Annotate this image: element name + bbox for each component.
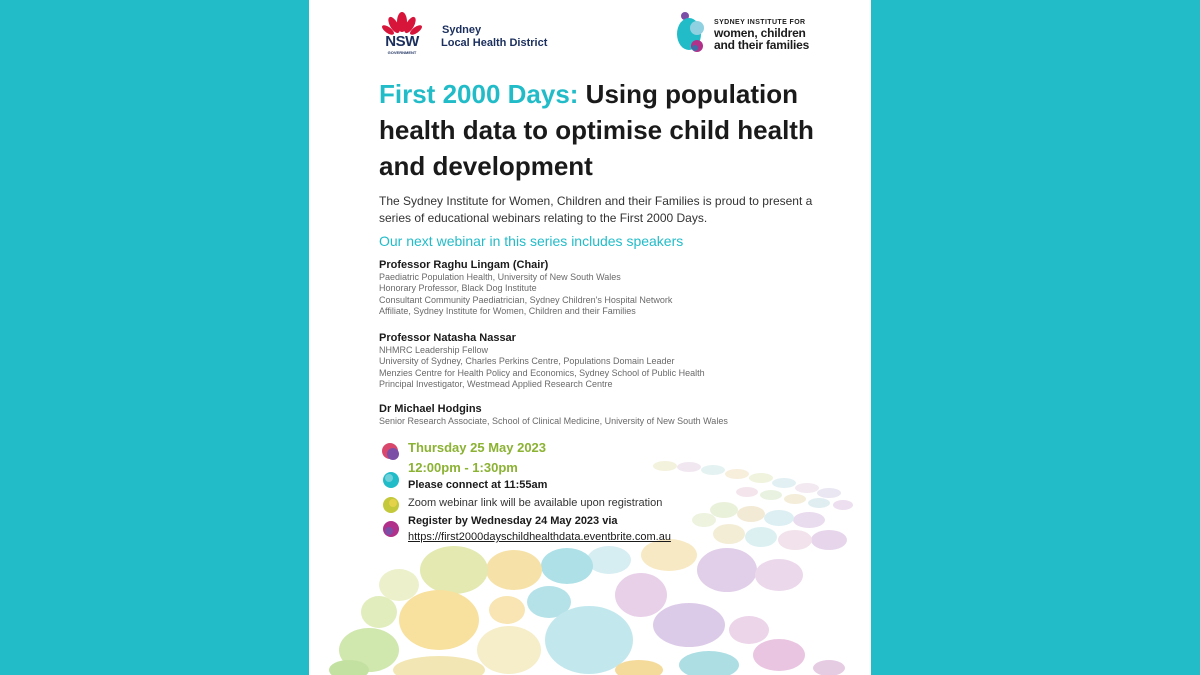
institute-logo-text <box>714 18 809 51</box>
institute-name-small: SYDNEY INSTITUTE FOR <box>714 19 806 26</box>
flyer-page <box>309 0 871 675</box>
title-rest: Using population health data to optimise child health and development <box>379 79 814 181</box>
clock-dot-icon <box>381 470 401 490</box>
speaker-role: Honorary Professor, Black Dog Institute <box>379 283 537 294</box>
register-deadline: Register by Wednesday 24 May 2023 via <box>408 515 618 527</box>
page-title <box>379 76 849 184</box>
calendar-dot-icon <box>381 442 401 462</box>
speaker-block <box>379 331 839 391</box>
nsw-government-label: GOVERNMENT <box>387 50 417 55</box>
institute-name-line3: and their families <box>714 38 810 52</box>
speaker-role: Paediatric Population Health, University of New South Wales <box>379 272 621 282</box>
institute-name-line2: women, children <box>714 26 806 40</box>
speaker-block <box>379 258 839 318</box>
registration-link[interactable]: https://first2000dayschildhealthdata.eventbrite.com.au <box>408 531 671 543</box>
speaker-block <box>379 402 839 427</box>
speaker-role: University of Sydney, Charles Perkins Centre, Populations Domain Leader <box>379 356 675 367</box>
speaker-role: Menzies Centre for Health Policy and Economics, Sydney School of Public Health <box>379 367 705 378</box>
speaker-role: Consultant Community Paediatrician, Sydney Children's Hospital Network <box>379 294 673 305</box>
event-time: 12:00pm - 1:30pm <box>408 460 518 475</box>
event-date: Thursday 25 May 2023 <box>408 440 547 455</box>
zoom-info: Zoom webinar link will be available upon registration <box>408 497 663 509</box>
nsw-wordmark: NSW <box>385 33 419 50</box>
speaker-role: Principal Investigator, Westmead Applied Research Centre <box>379 379 613 390</box>
speaker-role: Affiliate, Sydney Institute for Women, Children and their Families <box>379 306 636 317</box>
speaker-name: Professor Raghu Lingam (Chair) <box>379 259 549 271</box>
speaker-role: NHMRC Leadership Fellow <box>379 345 489 355</box>
lhd-logo-text <box>441 24 547 50</box>
zoom-dot-icon <box>381 495 401 515</box>
speakers-heading: Our next webinar in this series includes speakers <box>379 233 684 249</box>
title-accent: First 2000 Days: <box>379 79 579 109</box>
register-dot-icon <box>381 519 401 539</box>
connect-time: Please connect at 11:55am <box>408 479 548 491</box>
speaker-name: Dr Michael Hodgins <box>379 403 482 415</box>
institute-logo-icon <box>675 10 711 54</box>
lhd-line2: Local Health District <box>441 37 548 49</box>
lhd-line1: Sydney <box>442 24 482 36</box>
speaker-name: Professor Natasha Nassar <box>379 332 516 344</box>
speaker-role: Senior Research Associate, School of Clinical Medicine, University of New South Wales <box>379 416 728 426</box>
intro-paragraph: The Sydney Institute for Women, Children and their Families is proud to present a series of educational webinars relating to the First 2000 Days. <box>379 194 813 225</box>
